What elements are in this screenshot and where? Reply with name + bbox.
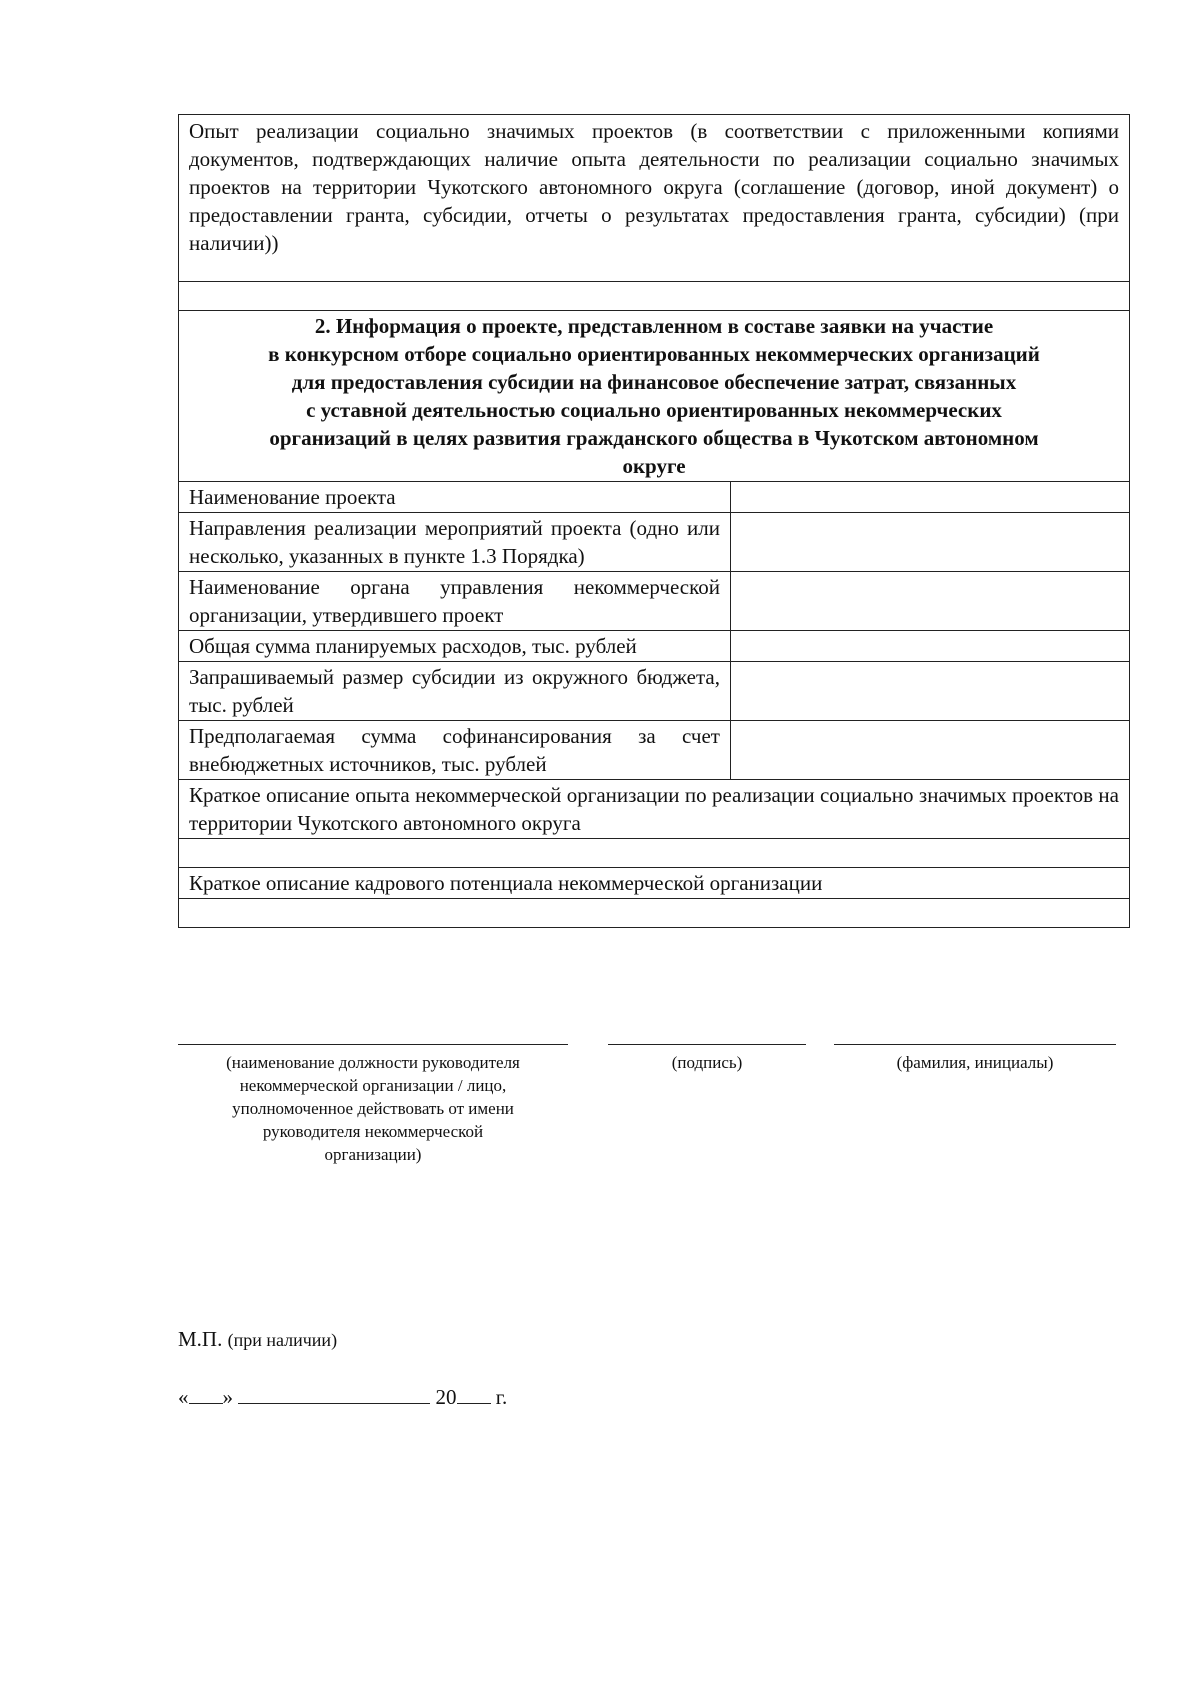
requested-subsidy-label: Запрашиваемый размер субсидии из окружного бюджета, тыс. рублей [179,662,731,721]
section-title-line: 2. Информация о проекте, представленном в составе заявки на участие [314,314,994,338]
full-name-block [834,1044,1116,1074]
table-row [179,631,1130,662]
month-blank[interactable] [238,1381,430,1404]
position-caption-line: руководителя некоммерческой [262,1122,484,1141]
year-prefix: 20 [435,1385,457,1409]
table-row [179,513,1130,572]
cofinancing-value[interactable] [731,721,1130,780]
date-open-quote: « [178,1385,189,1409]
experience-label: Опыт реализации социально значимых проектов (в соответствии с приложенными копиями документов, подтверждающих наличие опыта деятельности по реализации социально значимых проектов на территории Чукотского автономного округа (соглашение (договор, иной документ) о предоставлении гранта, субсидии, отчеты о результатах предоставления гранта, субсидии) (при наличии)) [179,115,1130,282]
full-name-line[interactable] [834,1044,1116,1045]
position-caption-line: некоммерческой организации / лицо, [239,1076,507,1095]
experience-value-cell[interactable] [179,282,1130,311]
day-blank[interactable] [189,1381,223,1404]
brief-staff-value-cell[interactable] [179,899,1130,928]
brief-staff-label: Краткое описание кадрового потенциала некоммерческой организации [179,868,1130,899]
brief-experience-value-cell[interactable] [179,839,1130,868]
signature-block [608,1044,806,1074]
total-expenses-label: Общая сумма планируемых расходов, тыс. рублей [179,631,731,662]
application-form-table [178,114,1130,928]
cofinancing-label: Предполагаемая сумма софинансирования за счет внебюджетных источников, тыс. рублей [179,721,731,780]
brief-experience-label: Краткое описание опыта некоммерческой организации по реализации социально значимых проектов на территории Чукотского автономного округа [179,780,1130,839]
year-suffix: г. [495,1385,508,1409]
brief-experience-value-row [179,839,1130,868]
section-title-line: с уставной деятельностью социально ориентированных некоммерческих [306,398,1002,422]
section-title-line: округе [622,454,686,478]
project-name-label: Наименование проекта [179,482,731,513]
position-caption-line: (наименование должности руководителя [226,1053,520,1072]
stamp-label: М.П. [178,1327,223,1351]
brief-staff-row [179,868,1130,899]
experience-row [179,115,1130,282]
section-title-line: для предоставления субсидии на финансовое обеспечение затрат, связанных [291,370,1017,394]
experience-value-row [179,282,1130,311]
table-row [179,721,1130,780]
table-row [179,572,1130,631]
project-name-value[interactable] [731,482,1130,513]
project-directions-label: Направления реализации мероприятий проекта (одно или несколько, указанных в пункте 1.3 Порядка) [179,513,731,572]
position-caption-line: уполномоченное действовать от имени [232,1099,514,1118]
governing-body-label: Наименование органа управления некоммерческой организации, утвердившего проект [179,572,731,631]
section-title-line: организаций в целях развития гражданского общества в Чукотском автономном [269,426,1039,450]
total-expenses-value[interactable] [731,631,1130,662]
section-2-header-row [179,311,1130,482]
signature-line[interactable] [608,1044,806,1045]
table-row [179,662,1130,721]
requested-subsidy-value[interactable] [731,662,1130,721]
section-title-line: в конкурсном отборе социально ориентированных некоммерческих организаций [268,342,1040,366]
stamp-note: (при наличии) [227,1330,338,1350]
signature-caption: (подпись) [671,1053,743,1072]
position-caption-line: организации) [324,1145,422,1164]
governing-body-value[interactable] [731,572,1130,631]
brief-staff-value-row [179,899,1130,928]
table-row [179,482,1130,513]
stamp-placeholder [178,1325,337,1354]
date-close-quote: » [222,1385,233,1409]
date-line [178,1381,507,1411]
section-2-title [179,311,1130,482]
year-blank[interactable] [457,1381,491,1404]
full-name-caption: (фамилия, инициалы) [896,1053,1054,1072]
project-directions-value[interactable] [731,513,1130,572]
signature-position-block [178,1044,568,1166]
position-signature-line[interactable] [178,1044,568,1045]
brief-experience-row [179,780,1130,839]
